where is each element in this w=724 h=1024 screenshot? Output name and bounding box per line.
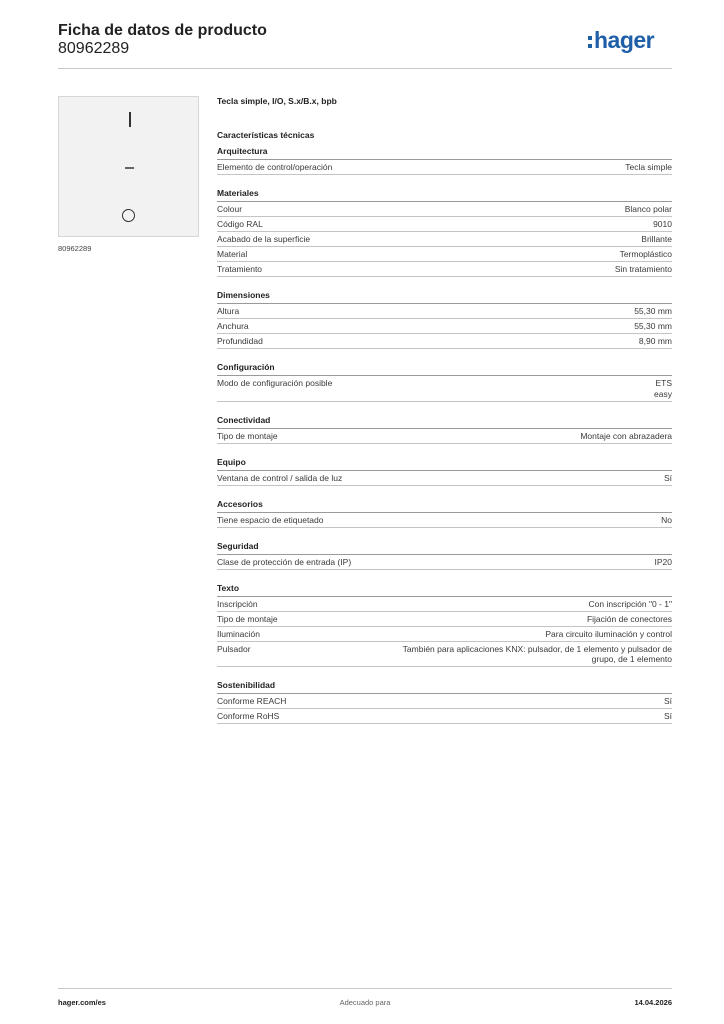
product-number: 80962289 xyxy=(58,40,130,57)
switch-indicator-icon xyxy=(125,167,134,169)
spec-group-title: Dimensiones xyxy=(217,290,672,304)
spec-row xyxy=(217,694,672,709)
spec-groups xyxy=(217,146,672,724)
product-image xyxy=(58,96,199,237)
spec-group xyxy=(217,188,672,277)
spec-label: Anchura xyxy=(217,321,249,331)
spec-group-title: Conectividad xyxy=(217,415,672,429)
spec-label: Iluminación xyxy=(217,628,260,639)
spec-value: Montaje con abrazadera xyxy=(580,430,672,441)
spec-group xyxy=(217,583,672,668)
spec-group xyxy=(217,146,672,175)
spec-label: Tipo de montaje xyxy=(217,430,278,441)
spec-row xyxy=(217,160,672,175)
spec-label: Material xyxy=(217,249,248,259)
spec-value: 8,90 mm xyxy=(638,336,672,346)
spec-group-title: Arquitectura xyxy=(217,146,672,160)
footer-date: 14.04.2026 xyxy=(634,998,672,1007)
spec-label: Ventana de control / salida de luz xyxy=(217,472,343,483)
spec-group xyxy=(217,499,672,528)
spec-group-title: Texto xyxy=(217,583,672,597)
spec-row xyxy=(217,217,672,232)
spec-label: Elemento de control/operación xyxy=(217,162,333,172)
spec-group-title: Equipo xyxy=(217,457,672,471)
spec-value: Sin tratamiento xyxy=(614,264,672,274)
spec-row xyxy=(217,709,672,724)
spec-row xyxy=(217,642,672,668)
spec-row xyxy=(217,262,672,277)
svg-text:hager: hager xyxy=(594,27,655,53)
spec-value: Termoplástico xyxy=(619,249,672,259)
spec-group-title: Accesorios xyxy=(217,499,672,513)
footer-divider xyxy=(58,988,672,989)
spec-group-title: Seguridad xyxy=(217,541,672,555)
spec-label: Profundidad xyxy=(217,336,263,346)
image-caption: 80962289 xyxy=(58,244,92,253)
spec-label: Tiene espacio de etiquetado xyxy=(217,514,324,525)
spec-value: 9010 xyxy=(653,219,672,229)
hager-logo xyxy=(588,24,672,54)
page-footer xyxy=(58,998,672,1010)
product-description: Tecla simple, I/O, S.x/B.x, bpb xyxy=(217,96,337,106)
spec-row xyxy=(217,304,672,319)
spec-row xyxy=(217,513,672,528)
page-title: Ficha de datos de producto xyxy=(58,22,267,39)
spec-group xyxy=(217,415,672,444)
spec-label: Tratamiento xyxy=(217,264,263,274)
spec-group xyxy=(217,541,672,570)
spec-row xyxy=(217,429,672,444)
spec-row xyxy=(217,334,672,349)
spec-group xyxy=(217,680,672,724)
spec-label: Conforme REACH xyxy=(217,696,287,706)
spec-value: Fijación de conectores xyxy=(586,613,672,624)
spec-label: Clase de protección de entrada (IP) xyxy=(217,556,352,567)
spec-value: IP20 xyxy=(654,556,672,567)
spec-value: No xyxy=(661,514,672,525)
spec-label: Modo de configuración posible xyxy=(217,378,333,388)
spec-label: Acabado de la superficie xyxy=(217,234,311,244)
spec-group-title: Materiales xyxy=(217,188,672,202)
spec-value: Para circuito iluminación y control xyxy=(545,628,672,639)
spec-row xyxy=(217,202,672,217)
spec-value: Brillante xyxy=(641,234,672,244)
footer-suitable-for: Adecuado para xyxy=(339,998,391,1007)
spec-row xyxy=(217,247,672,262)
spec-row xyxy=(217,612,672,627)
spec-value: Sí xyxy=(663,711,672,721)
technical-characteristics-heading: Características técnicas xyxy=(217,130,315,140)
spec-value: Blanco polar xyxy=(624,204,672,214)
spec-value: También para aplicaciones KNX: pulsador, de 1 elemento y pulsador de grupo, de 1 elemento xyxy=(402,643,672,664)
spec-row xyxy=(217,597,672,612)
spec-value: 55,30 mm xyxy=(634,306,672,316)
spec-row xyxy=(217,319,672,334)
spec-group xyxy=(217,457,672,486)
spec-label: Tipo de montaje xyxy=(217,613,278,624)
page-header xyxy=(58,20,672,68)
spec-group-title: Sostenibilidad xyxy=(217,680,672,694)
spec-value: Tecla simple xyxy=(625,162,672,172)
spec-row xyxy=(217,555,672,570)
spec-value: Con inscripción "0 - 1" xyxy=(588,598,672,609)
spec-value: ETS easy xyxy=(654,378,672,399)
spec-label: Inscripción xyxy=(217,598,258,609)
footer-website: hager.com/es xyxy=(58,998,106,1007)
spec-content xyxy=(217,96,672,724)
spec-row xyxy=(217,232,672,247)
spec-value: Sí xyxy=(663,472,672,483)
spec-label: Conforme RoHS xyxy=(217,711,280,721)
spec-label: Pulsador xyxy=(217,643,251,654)
switch-off-symbol-icon xyxy=(122,209,135,222)
spec-row xyxy=(217,627,672,642)
spec-group xyxy=(217,290,672,349)
spec-row xyxy=(217,376,672,402)
spec-value: 55,30 mm xyxy=(634,321,672,331)
spec-group xyxy=(217,362,672,402)
spec-label: Colour xyxy=(217,204,243,214)
spec-group-title: Configuración xyxy=(217,362,672,376)
spec-row xyxy=(217,471,672,486)
header-divider xyxy=(58,68,672,69)
switch-on-symbol-icon xyxy=(129,112,131,127)
spec-label: Código RAL xyxy=(217,219,263,229)
spec-value: Sí xyxy=(663,696,672,706)
spec-label: Altura xyxy=(217,306,240,316)
